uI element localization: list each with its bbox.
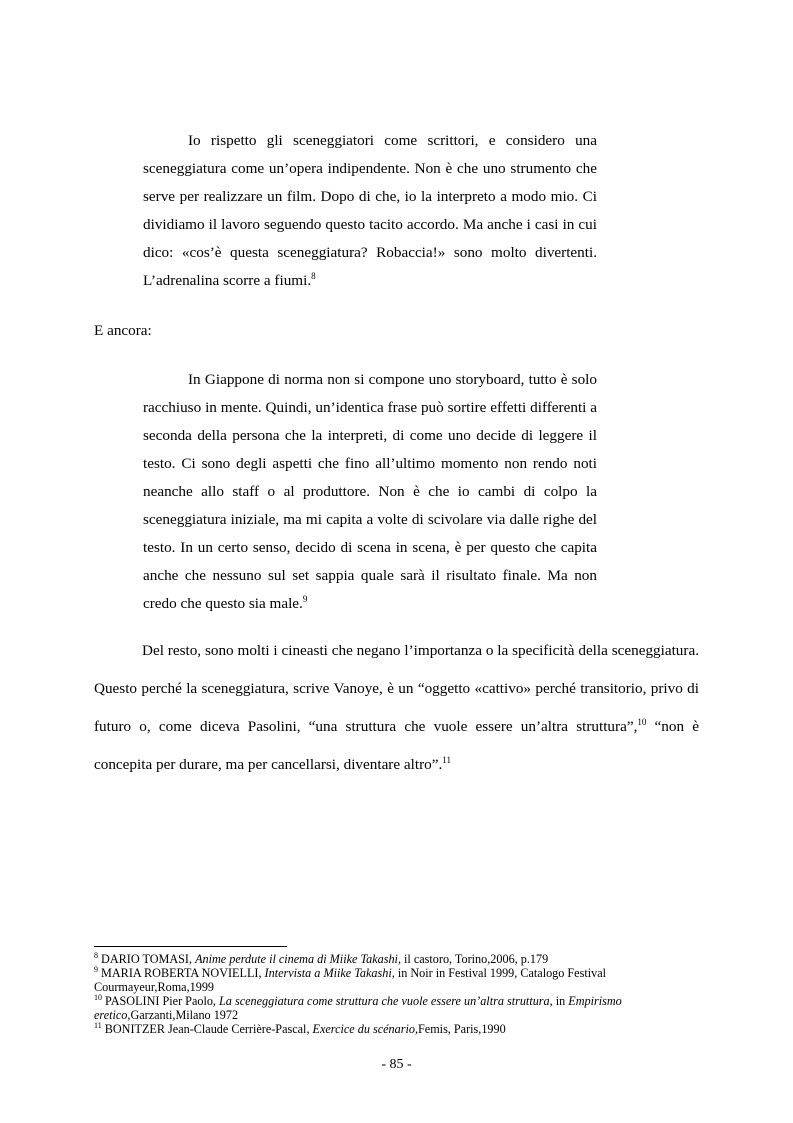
- footnote-ref-8: 8: [311, 270, 316, 281]
- footnote-ref-9: 9: [302, 593, 308, 604]
- footnote-number: 8: [94, 950, 98, 960]
- lead-text: E ancora:: [94, 322, 152, 339]
- footnote-9: [94, 966, 700, 994]
- footnote-details: Garzanti,Milano 1972: [130, 1008, 239, 1022]
- footnote-number: 11: [94, 1020, 102, 1030]
- quote-2-text: In Giappone di norma non si compone uno storyboard, tutto è solo racchiuso in mente. Quindi, un’identica frase può sortire effetti differenti a seconda della persona che la interpreti, di come uno decide di leggere il testo. Ci sono degli aspetti che fino all’ultimo momento non rendo noti neanche allo staff o al produttore. Non è che io cambi di colpo la sceneggiatura iniziale, ma mi capita a volte di scivolare via dalle righe del testo. In un certo senso, decido di scena in scena, è per questo che capita anche che nessuno sul set sappia quale sarà il risultato finale. Ma non credo che questo sia male.: [143, 371, 597, 612]
- footnote-author: MARIA ROBERTA NOVIELLI,: [101, 966, 265, 980]
- footnote-author: PASOLINI Pier Paolo,: [105, 994, 220, 1008]
- footnote-title-2: Empirismo eretico,: [94, 994, 622, 1022]
- footnote-author: BONITZER Jean-Claude Cerrière-Pascal,: [104, 1022, 313, 1036]
- footnote-number: 10: [94, 992, 102, 1002]
- footnote-details: in Noir in Festival 1999, Catalogo Festival Courmayeur,Roma,1999: [94, 966, 606, 994]
- footnote-10: [94, 994, 700, 1022]
- block-quote-2: [143, 366, 597, 618]
- quote-1-text: Io rispetto gli sceneggiatori come scrittori, e considero una sceneggiatura come un’opera indipendente. Non è che uno strumento che serve per realizzare un film. Dopo di che, io la interpreto a modo mio. Ci dividiamo il lavoro seguendo questo tacito accordo. Ma anche i casi in cui dico: «cos’è questa sceneggiatura? Robaccia!» sono molto divertenti. L’adrenalina scorre a fiumi.: [143, 132, 597, 289]
- page-number: - 85 -: [381, 1057, 412, 1072]
- footnote-11: [94, 1022, 700, 1036]
- footnote-number: 9: [94, 964, 98, 974]
- footnote-author: DARIO TOMASI,: [101, 952, 196, 966]
- footnote-ref-11: 11: [442, 754, 451, 765]
- footnote-details: , il castoro, Torino,2006, p.179: [397, 952, 549, 966]
- body-text-part-2: “non è concepita per durare, ma per cancellarsi, diventare altro”.: [94, 718, 700, 773]
- body-paragraph: [94, 632, 699, 784]
- footnote-title: La sceneggiatura come struttura che vuole essere un’altra struttura,: [219, 994, 553, 1008]
- body-text-part-1: Del resto, sono molti i cineasti che negano l’importanza o la specificità della sceneggiatura. Questo perché la sceneggiatura, scrive Vanoye, è un “oggetto «cattivo» perché transitorio, privo di futuro o, come diceva Pasolini, “una struttura che vuole essere un’altra struttura”,: [94, 642, 699, 735]
- footnote-ref-10: 10: [637, 716, 647, 727]
- footnote-title: Anime perdute il cinema di Miike Takashi: [195, 952, 398, 966]
- footnote-connector: in: [552, 994, 569, 1008]
- footnote-8: [94, 952, 700, 966]
- footnote-details: Femis, Paris,1990: [418, 1022, 506, 1036]
- footnote-separator: [94, 946, 287, 947]
- footnotes: [94, 952, 700, 1036]
- footnote-title: Exercice du scénario,: [312, 1022, 419, 1036]
- footnote-title: Intervista a Miike Takashi,: [264, 966, 395, 980]
- block-quote-1: [143, 127, 597, 295]
